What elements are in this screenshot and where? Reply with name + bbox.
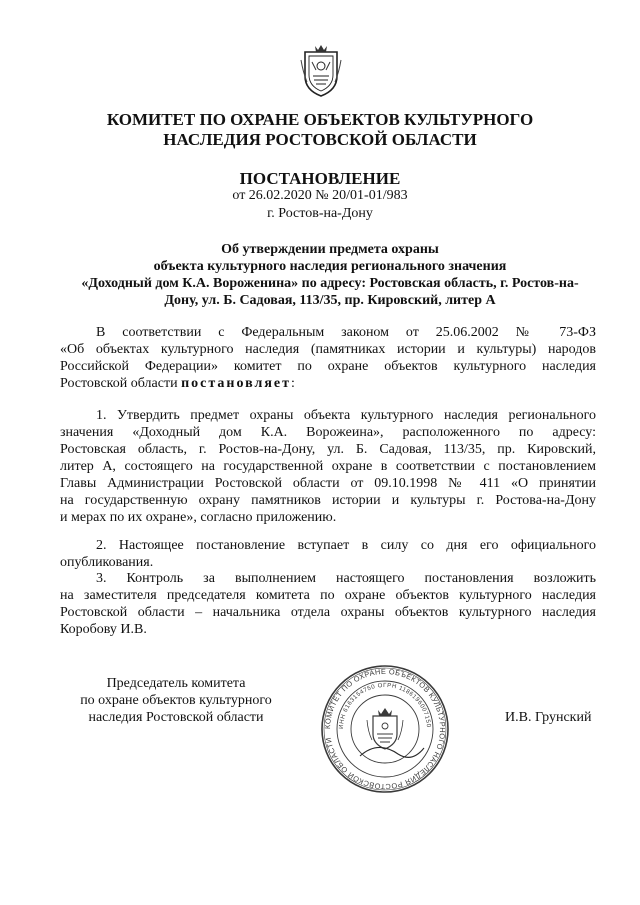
preamble-line: «Об объектах культурного наследия (памятниках истории и культуры) народов (60, 342, 596, 357)
resolves-word: постановляет (181, 376, 292, 391)
seal-inner-text: ИНН 6163154750 ОГРН 1186196007150 (338, 682, 432, 730)
document-type: ПОСТАНОВЛЕНИЕ (239, 169, 401, 188)
signer-position (58, 675, 294, 726)
paragraph-line: на государственную охрану памятников истории и культуры г. Ростова-на-Дону (60, 493, 596, 508)
signer-position-line: наследия Ростовской области (88, 710, 264, 725)
official-seal-stamp (320, 664, 450, 794)
paragraph-line: и мерах по их охране», согласно приложению. (60, 510, 337, 525)
resolves-colon: : (291, 376, 295, 391)
document-date-number: от 26.02.2020 № 20/01-01/983 (232, 188, 408, 203)
signer-name: И.В. Грунский (505, 710, 592, 725)
svg-text:ИНН 6163154750 ОГРН 1186196007 (339, 683, 431, 729)
preamble-line: В соответствии с Федеральным законом от 25.06.2002 № 73-ФЗ (96, 325, 596, 340)
preamble-last-line (60, 375, 596, 392)
org-title-line1: КОМИТЕТ ПО ОХРАНЕ ОБЪЕКТОВ КУЛЬТУРНОГО (106, 110, 534, 129)
preamble-line: Российской Федерации» комитет по охране объектов культурного наследия (60, 359, 596, 374)
paragraph-line: опубликования. (60, 555, 154, 570)
paragraph-line: 1. Утвердить предмет охраны объекта культурного наследия регионального (96, 408, 596, 423)
subject-line: объекта культурного наследия регионального значения (153, 259, 507, 274)
paragraph-line: Ростовская область, г. Ростов-на-Дону, ул. Б. Садовая, 113/35, пр. Кировский, (60, 442, 596, 457)
preamble-line: Ростовской области (60, 376, 178, 391)
paragraph-1 (60, 407, 596, 526)
paragraph-2 (60, 537, 596, 571)
document-city: г. Ростов-на-Дону (267, 206, 373, 221)
document-subject (60, 241, 600, 309)
paragraph-3 (60, 570, 596, 638)
paragraph-line: значения «Доходный дом К.А. Ворожеина», расположенного по адресу: (60, 425, 596, 440)
preamble-paragraph (60, 324, 596, 392)
org-title-line2: НАСЛЕДИЯ РОСТОВСКОЙ ОБЛАСТИ (163, 130, 477, 149)
paragraph-line: Коробову И.В. (60, 622, 147, 637)
subject-line: «Доходный дом К.А. Вороженина» по адресу: Ростовская область, г. Ростов-на- (81, 276, 579, 291)
paragraph-line: на заместителя председателя комитета по охране объектов культурного наследия (60, 588, 596, 603)
seal-outer-text: КОМИТЕТ ПО ОХРАНЕ ОБЪЕКТОВ КУЛЬТУРНОГО НАСЛЕДИЯ РОСТОВСКОЙ ОБЛАСТИ (322, 666, 448, 792)
subject-line: Об утверждении предмета охраны (221, 242, 439, 257)
paragraph-line: Ростовской области – начальника отдела охраны объектов культурного наследия (60, 605, 596, 620)
paragraph-line: 2. Настоящее постановление вступает в силу со дня его официального (96, 538, 596, 553)
paragraph-line: Главы Администрации Ростовской области от 09.10.1998 № 411 «О принятии (60, 476, 596, 491)
signer-position-line: Председатель комитета (106, 676, 246, 691)
paragraph-line: литер А, состоящего на государственной охране в соответствии с постановлением (60, 459, 596, 474)
seal-emblem-icon (367, 708, 403, 749)
paragraph-line: 3. Контроль за выполнением настоящего постановления возложить (96, 571, 596, 586)
subject-line: Дону, ул. Б. Садовая, 113/35, пр. Кировский, литер А (164, 293, 496, 308)
coat-of-arms-icon (299, 42, 343, 98)
signer-position-line: по охране объектов культурного (80, 693, 272, 708)
